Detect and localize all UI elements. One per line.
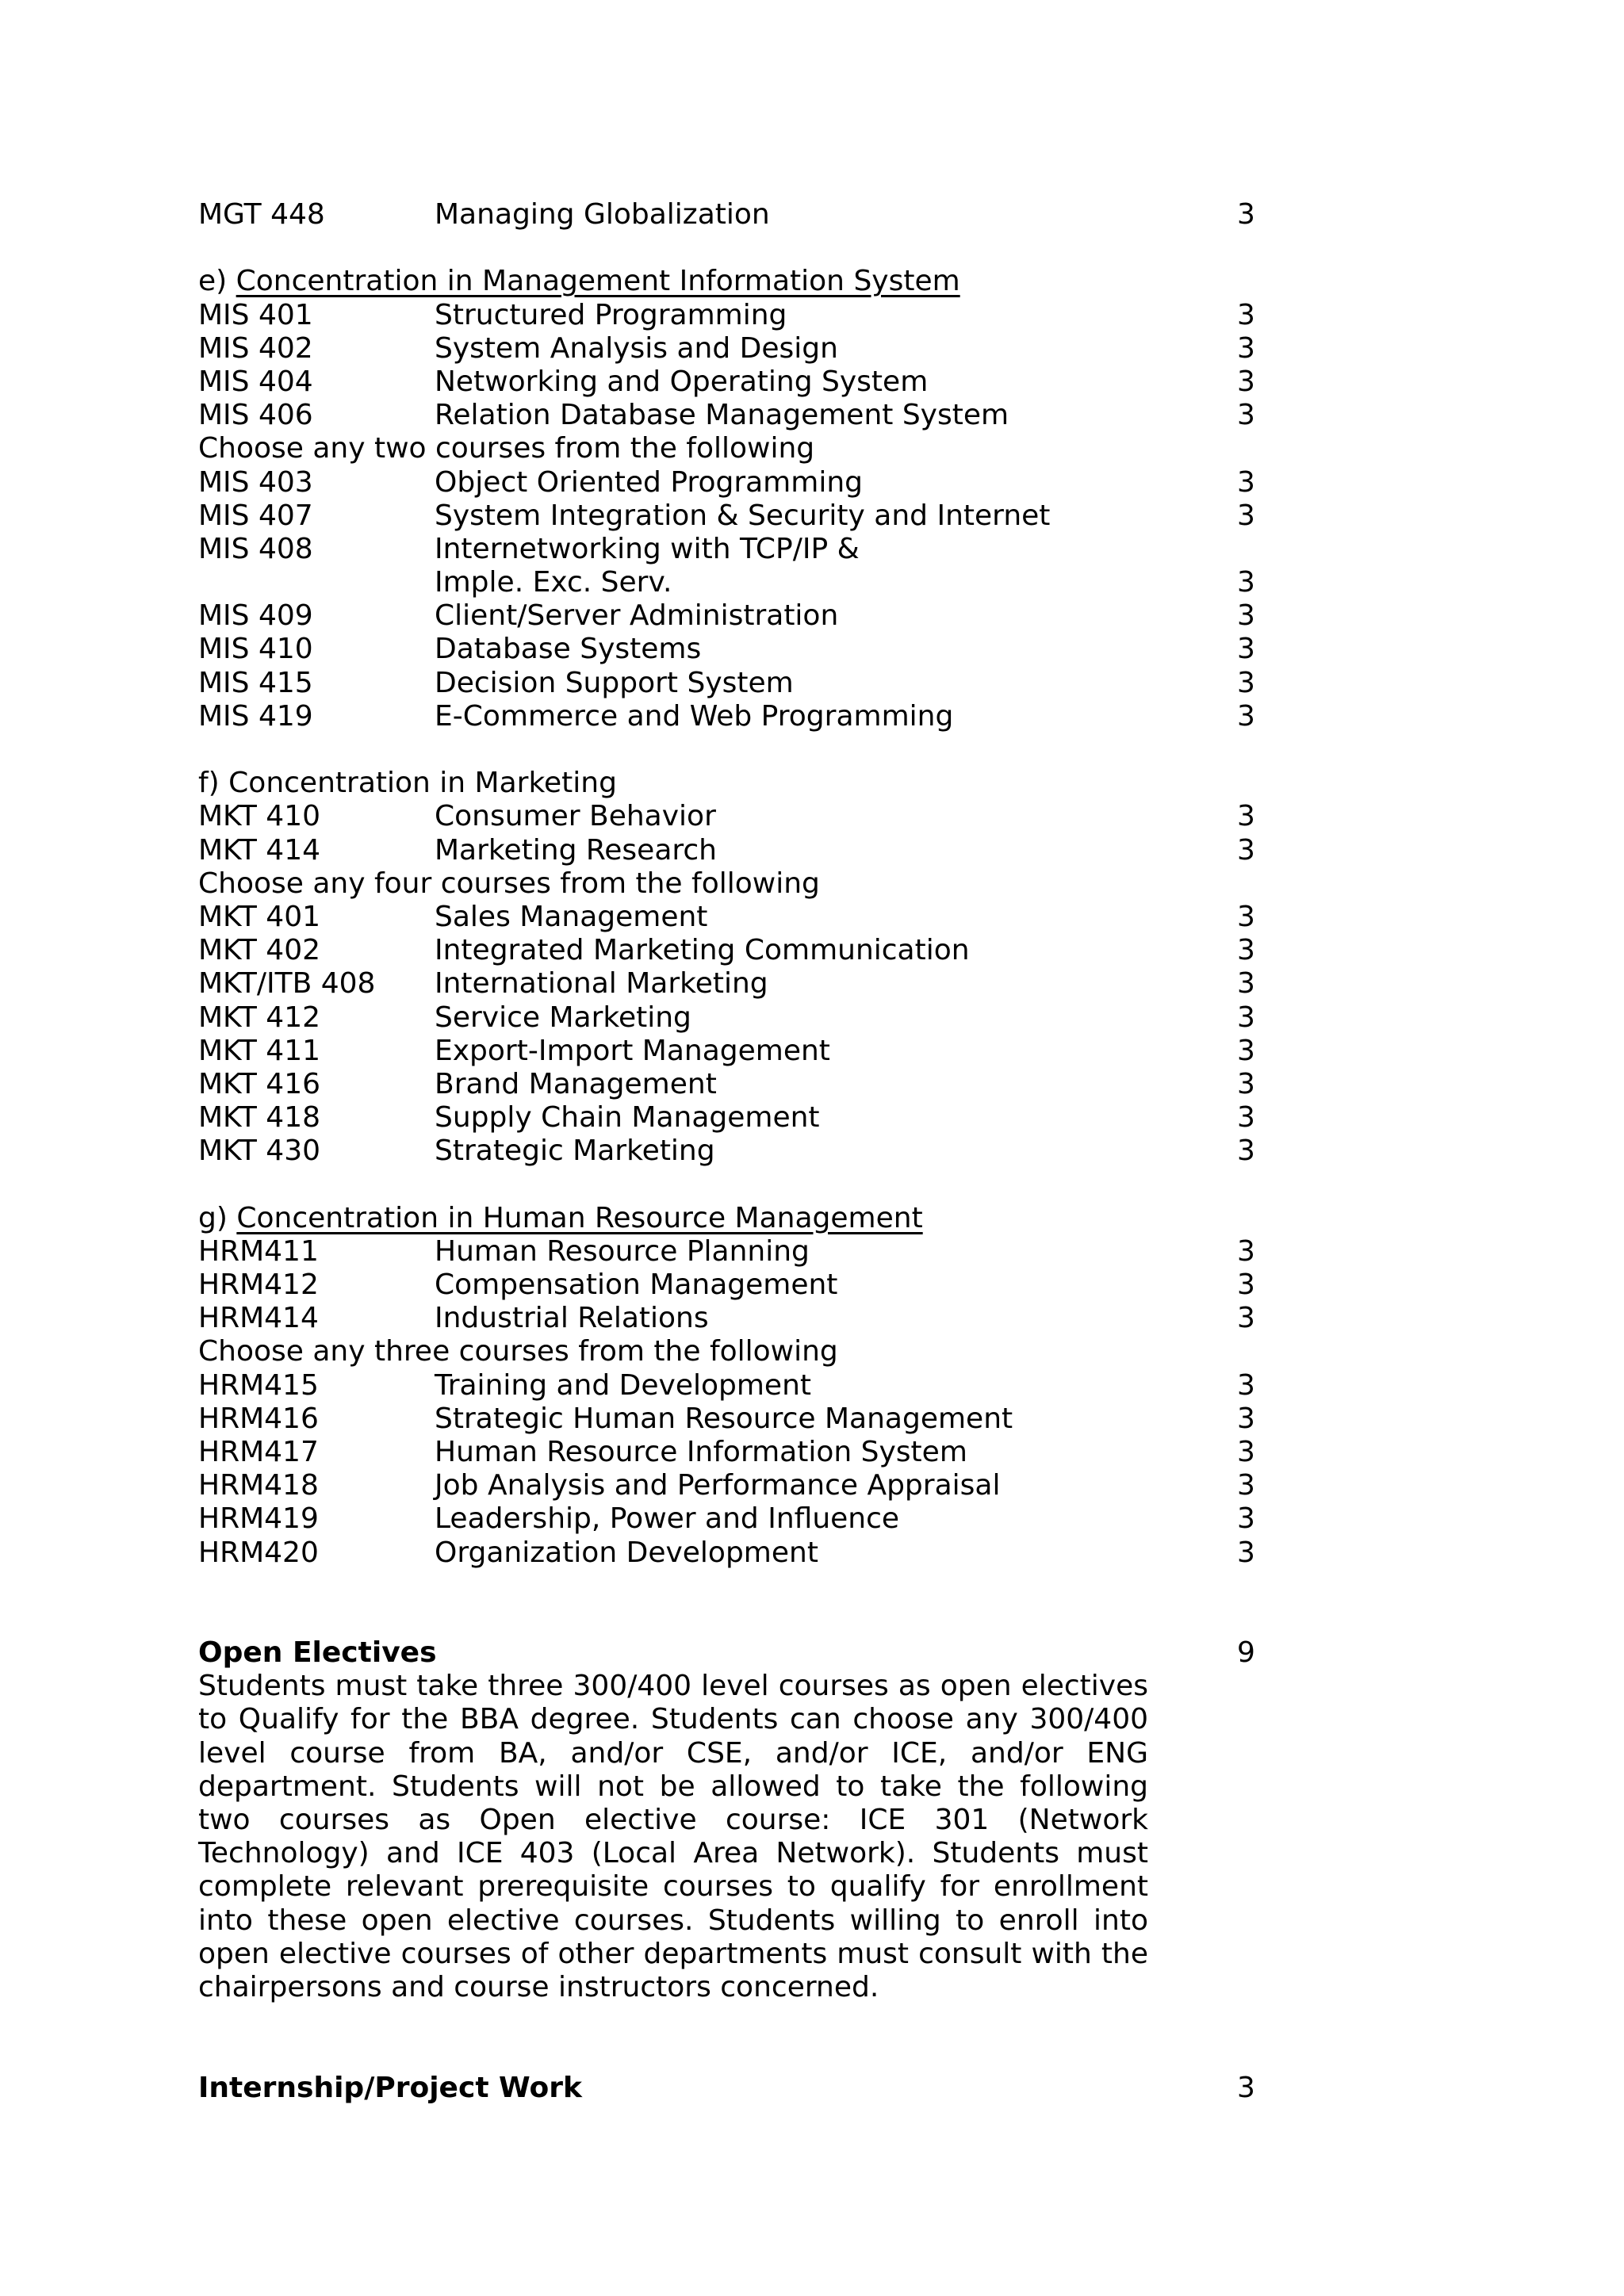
course-title: Sales Management — [435, 900, 708, 933]
course-credits: 3 — [1237, 666, 1255, 699]
course-row — [198, 1035, 1269, 1068]
course-code: HRM411 — [198, 1234, 319, 1268]
course-title-continued: Imple. Exc. Serv. — [435, 566, 672, 599]
course-row — [198, 1302, 1269, 1335]
course-row-mgt448 — [198, 198, 1269, 232]
mkt-elective-list — [198, 901, 1269, 1169]
section-heading-mkt: f) Concentration in Marketing — [198, 767, 617, 800]
course-code: HRM416 — [198, 1402, 319, 1435]
course-credits: 3 — [1237, 699, 1255, 733]
course-row — [198, 901, 1269, 934]
course-code: MKT/ITB 408 — [198, 967, 376, 1001]
course-row — [198, 1536, 1269, 1570]
course-credits: 3 — [1237, 1502, 1255, 1536]
course-code: MIS 406 — [198, 399, 313, 432]
course-code: MKT 412 — [198, 1001, 321, 1034]
course-code: MKT 402 — [198, 934, 321, 967]
course-credits: 3 — [1237, 365, 1255, 398]
course-title: Export-Import Management — [435, 1034, 830, 1067]
course-title: Service Marketing — [435, 1001, 691, 1034]
course-code: MIS 410 — [198, 633, 313, 666]
section-heading-hrm — [198, 1202, 1269, 1235]
course-credits: 3 — [1237, 298, 1255, 331]
course-title: Training and Development — [435, 1368, 812, 1402]
course-title: Leadership, Power and Influence — [435, 1502, 900, 1536]
course-title: Human Resource Information System — [435, 1435, 967, 1468]
course-row-continued — [198, 566, 1269, 599]
course-title: Networking and Operating System — [435, 365, 929, 398]
section-prefix: e) — [198, 265, 236, 298]
course-credits: 3 — [1237, 599, 1255, 633]
course-credits: 3 — [1237, 566, 1255, 599]
course-title: Database Systems — [435, 633, 702, 666]
course-credits: 3 — [1237, 934, 1255, 967]
course-title: Industrial Relations — [435, 1302, 709, 1335]
course-code: MIS 404 — [198, 365, 313, 398]
mis-required-list — [198, 299, 1269, 433]
course-credits: 3 — [1237, 1135, 1255, 1168]
internship-heading: Internship/Project Work — [198, 2071, 582, 2104]
course-row — [198, 1135, 1269, 1168]
course-row — [198, 667, 1269, 700]
choose-text-mis: Choose any two courses from the following — [198, 432, 815, 465]
course-code: MKT 411 — [198, 1034, 321, 1067]
course-row — [198, 499, 1269, 533]
course-code: MIS 409 — [198, 599, 313, 633]
course-code: HRM417 — [198, 1435, 319, 1468]
course-row — [198, 365, 1269, 399]
course-code: HRM412 — [198, 1269, 319, 1301]
course-title: Strategic Marketing — [435, 1135, 715, 1168]
course-credits: 3 — [1237, 800, 1255, 833]
course-credits: 3 — [1237, 1269, 1255, 1301]
course-row — [198, 800, 1269, 833]
course-credits: 3 — [1237, 833, 1255, 867]
course-code: MKT 418 — [198, 1101, 321, 1135]
course-code: MIS 419 — [198, 699, 313, 733]
internship-credits: 3 — [1237, 2071, 1255, 2104]
course-code: HRM420 — [198, 1536, 319, 1569]
course-title: Managing Globalization — [435, 198, 770, 231]
course-code: MIS 407 — [198, 499, 313, 532]
course-title: Brand Management — [435, 1067, 717, 1100]
course-code: MKT 416 — [198, 1067, 321, 1100]
course-row — [198, 466, 1269, 499]
course-row — [198, 332, 1269, 365]
course-code: MIS 402 — [198, 331, 313, 365]
course-row — [198, 967, 1269, 1001]
section-title: Concentration in Human Resource Management — [236, 1201, 923, 1234]
course-code: MGT 448 — [198, 198, 325, 231]
course-title: Relation Database Management System — [435, 399, 1009, 432]
course-row — [198, 934, 1269, 967]
course-title: Integrated Marketing Communication — [435, 934, 970, 967]
course-row — [198, 599, 1269, 633]
course-code: MIS 408 — [198, 532, 313, 565]
hrm-required-list — [198, 1235, 1269, 1336]
course-row — [198, 1235, 1269, 1269]
course-row — [198, 299, 1269, 332]
course-title: Decision Support System — [435, 666, 794, 699]
course-title: Internetworking with TCP/IP & — [435, 532, 860, 565]
course-title: Organization Development — [435, 1536, 818, 1569]
course-credits: 3 — [1237, 1402, 1255, 1435]
course-code: MIS 403 — [198, 465, 313, 499]
course-title: Client/Server Administration — [435, 599, 839, 633]
course-row — [198, 1001, 1269, 1035]
course-row — [198, 1436, 1269, 1469]
course-code: MIS 401 — [198, 298, 313, 331]
course-code: MKT 430 — [198, 1135, 321, 1168]
course-code: MIS 415 — [198, 666, 313, 699]
course-title: E-Commerce and Web Programming — [435, 699, 954, 733]
course-credits: 3 — [1237, 331, 1255, 365]
document-page — [198, 198, 1269, 2105]
course-code: HRM414 — [198, 1302, 319, 1335]
open-electives-paragraph: Students must take three 300/400 level courses as open electives to Qualify for the BBA degree. Students can choose any 300/400 level course from BA, and/or CSE, and/or ICE, and/or ENG department. Students will not be allowed to take the following two courses as Open elective course: ICE 301 (Network Technology) and ICE 403 (Local Area Network). Students must complete relevant prerequisite courses to qualify for enrollment into these open elective courses. Students willing to enroll into open elective courses of other departments must consult with the chairpersons and course instructors concerned. — [198, 1670, 1148, 2004]
internship-heading-row — [198, 2072, 1269, 2105]
open-electives-heading: Open Electives — [198, 1636, 437, 1670]
course-credits: 3 — [1237, 1435, 1255, 1468]
section-title: Concentration in Management Information System — [236, 265, 960, 298]
course-row — [198, 1469, 1269, 1502]
course-credits: 3 — [1237, 1536, 1255, 1569]
mkt-required-list — [198, 800, 1269, 867]
course-credits: 3 — [1237, 499, 1255, 532]
course-credits: 3 — [1237, 1067, 1255, 1100]
course-credits: 3 — [1237, 1034, 1255, 1067]
course-title: Human Resource Planning — [435, 1234, 810, 1268]
course-credits: 3 — [1237, 198, 1255, 231]
course-credits: 3 — [1237, 399, 1255, 432]
course-title: Marketing Research — [435, 833, 717, 867]
hrm-elective-list — [198, 1369, 1269, 1570]
course-credits: 3 — [1237, 1001, 1255, 1034]
course-credits: 3 — [1237, 465, 1255, 499]
course-code: HRM418 — [198, 1469, 319, 1502]
course-code: MKT 401 — [198, 900, 321, 933]
course-credits: 3 — [1237, 900, 1255, 933]
course-credits: 3 — [1237, 633, 1255, 666]
course-row — [198, 1369, 1269, 1402]
course-row — [198, 399, 1269, 432]
course-title: System Analysis and Design — [435, 331, 838, 365]
section-heading-mis — [198, 265, 1269, 298]
choose-text-hrm: Choose any three courses from the following — [198, 1335, 838, 1368]
course-row — [198, 1402, 1269, 1436]
course-title: Structured Programming — [435, 298, 787, 331]
course-row — [198, 633, 1269, 666]
course-title: Object Oriented Programming — [435, 465, 863, 499]
course-row — [198, 1068, 1269, 1101]
course-title: Consumer Behavior — [435, 800, 716, 833]
section-prefix: g) — [198, 1201, 237, 1234]
course-credits: 3 — [1237, 1234, 1255, 1268]
course-code: MKT 414 — [198, 833, 321, 867]
course-title: Supply Chain Management — [435, 1101, 820, 1135]
course-code: HRM415 — [198, 1368, 319, 1402]
choose-text-mkt: Choose any four courses from the following — [198, 867, 820, 900]
course-title: Job Analysis and Performance Appraisal — [435, 1469, 1001, 1502]
course-credits: 3 — [1237, 1302, 1255, 1335]
open-electives-credits: 9 — [1237, 1636, 1255, 1670]
course-row — [198, 1269, 1269, 1302]
course-credits: 3 — [1237, 1469, 1255, 1502]
course-credits: 3 — [1237, 1368, 1255, 1402]
course-title: Compensation Management — [435, 1269, 838, 1301]
course-credits: 3 — [1237, 1101, 1255, 1135]
course-credits: 3 — [1237, 967, 1255, 1001]
course-title: System Integration & Security and Internet — [435, 499, 1051, 532]
course-row — [198, 533, 1269, 566]
mis-elective-list — [198, 466, 1269, 734]
course-code: MKT 410 — [198, 800, 321, 833]
course-row — [198, 1502, 1269, 1536]
course-title: Strategic Human Resource Management — [435, 1402, 1013, 1435]
course-row — [198, 700, 1269, 733]
course-title: International Marketing — [435, 967, 768, 1001]
course-row — [198, 834, 1269, 867]
open-electives-heading-row — [198, 1636, 1269, 1670]
course-code: HRM419 — [198, 1502, 319, 1536]
course-row — [198, 1101, 1269, 1135]
